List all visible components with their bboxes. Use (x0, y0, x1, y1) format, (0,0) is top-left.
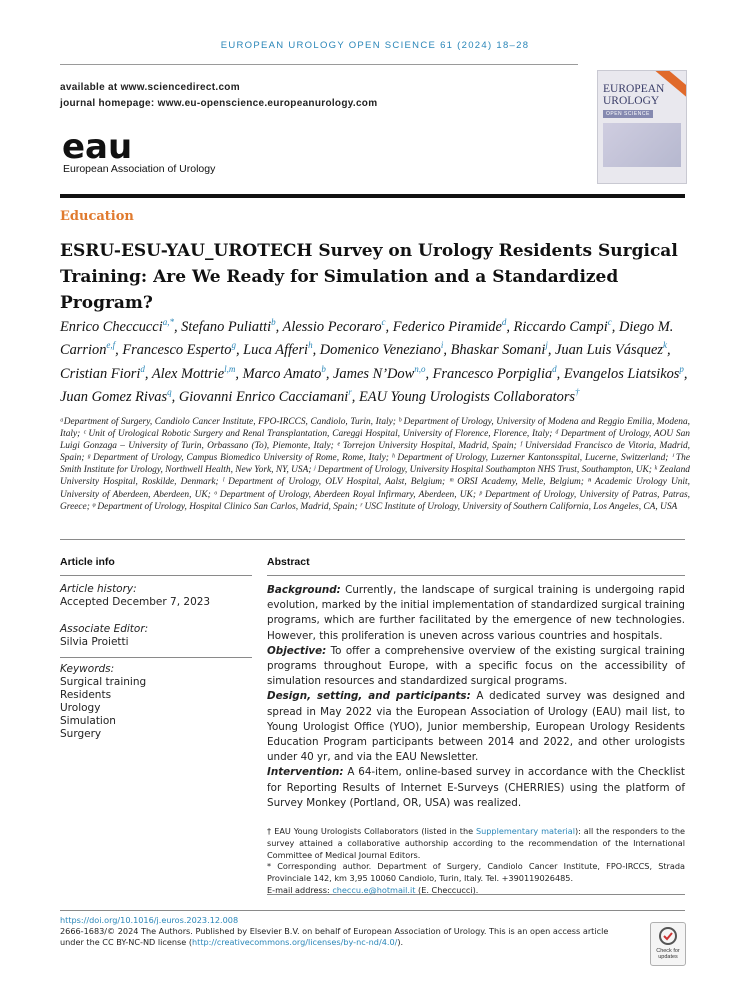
author (359, 389, 580, 405)
bottom-rule (60, 910, 685, 911)
eau-logo-text: European Association of Urology (63, 163, 216, 175)
history-label: Article history: (60, 583, 137, 595)
author (563, 363, 688, 382)
abstract-objective (267, 644, 685, 690)
eau-logo-icon (62, 130, 142, 164)
author-name: Enrico Checcucci (60, 318, 163, 335)
author-affiliation-ref[interactable]: r (348, 387, 352, 398)
author (179, 389, 359, 405)
author-separator: , (385, 318, 393, 335)
author-separator: , (351, 388, 359, 405)
check-for-updates-badge[interactable] (650, 922, 686, 966)
author-affiliation-ref[interactable]: e,f (106, 340, 116, 351)
author (333, 363, 433, 382)
author (122, 342, 243, 358)
author-affiliation-ref[interactable]: d (552, 363, 557, 374)
author-separator: , (425, 365, 433, 382)
author-list (60, 313, 700, 407)
author-name: Francesco Porpiglia (432, 365, 553, 382)
keyword: Simulation (60, 715, 116, 727)
corresponding-author: * Corresponding author. Department of Surgery, Candiolo Cancer Institute, FPO-IRCCS, Strada Provinciale 142, km 3,95 10060 Candiolo, Turin, Italy. Tel. +390119026485. (267, 861, 685, 884)
affiliations: ᵃDepartment of Surgery, Candiolo Cancer Institute, FPO-IRCCS, Candiolo, Turin, Italy; ᵇ Department of Urology, University of Modena and Reggio Emilia, Modena, Italy; ᶜ Unit of Urological Robotic Surgery and Renal Transplantation, Careggi Hospital, University of Florence, Florence, Italy; ᵈ Department of Urology, AOU San Luigi Gonzaga – University of Turin, Orbassano (To), Piemonte, Italy; ᵉ Torrejon University Hospital, Madrid, Spain; ᶠ Universidad Francisco de Vitoria, Madrid, Spain; ᵍ Department of Urology, Campus Biomedico University of Rome, Rome, Italy; ʰ Department of Urology, Luzerner Kantonsspital, Lucerne, Switzerland; ⁱ The Smith Institute for Urology, Northwell Health, New York, NY, USA; ʲ Department of Urology, University Hospital Southampton NHS Trust, Southampton, UK; ᵏ Zealand University Hospital, Roskilde, Denmark; ˡ Department of Urology, OLV Hospital, Aalst, Belgium; ᵐ ORSI Academy, Melle, Belgium; ⁿ Academic Urology Unit, University of Aberdeen, Aberdeen, UK; ᵒ Department of Urology, Aberdeen Royal Infirmary, Aberdeen, UK; ᵖ Department of Urology, University of Patras, Patras, Greece; ᵠ Department of Urology, Hospital Clinico San Carlos, Madrid, Spain; ʳ USC Institute of Urology, University of Southern California, Los Angeles, CA, USA (60, 417, 690, 512)
collaborators-footnote: † EAU Young Urologists Collaborators (listed in the Supplementary material): all the responders to the survey attained a collaborative authorship according to the recommendation of the International Committee of Medical Journal Editors. (267, 826, 685, 860)
author (514, 319, 619, 335)
author-affiliation-ref[interactable]: b (321, 363, 326, 374)
author-separator: , (506, 318, 514, 335)
author-separator: , (611, 318, 619, 335)
author-name: James N’Dow (333, 365, 415, 382)
abstract-background (267, 583, 685, 644)
author-separator: , (235, 365, 243, 382)
article-info-rule (60, 575, 252, 576)
author (283, 319, 393, 335)
keywords-block (60, 663, 146, 741)
license-line: under the CC BY-NC-ND license (http://creativecommons.org/licenses/by-nc-nd/4.0/). (60, 936, 404, 947)
author (181, 319, 282, 335)
available-at[interactable]: available at www.sciencedirect.com (60, 82, 240, 93)
author (242, 363, 334, 382)
email-line: E-mail address: checcu.e@hotmail.it (E. Checcucci). (267, 884, 479, 895)
supplementary-link[interactable]: Supplementary material (475, 826, 576, 836)
footnotes (267, 826, 685, 897)
journal-header: EUROPEAN UROLOGY OPEN SCIENCE 61 (2024) 18–28 (220, 40, 530, 51)
footnote-rule (267, 894, 685, 895)
update-icon (658, 926, 678, 946)
cover-subtitle: OPEN SCIENCE (603, 110, 653, 118)
article-title: ESRU-ESU-YAU_UROTECH Survey on Urology Residents Surgical Training: Are We Ready for Simulation and a Standardized Program? (60, 241, 678, 313)
author-separator: , (171, 388, 179, 405)
doi-link[interactable]: https://doi.org/10.1016/j.euros.2023.12.008 (60, 915, 239, 925)
author (432, 363, 564, 382)
bottom-info (60, 915, 640, 947)
abstract-body (267, 583, 685, 811)
author-affiliation-ref[interactable]: j (545, 340, 548, 351)
keywords-rule (60, 657, 252, 658)
author-name: Juan Gomez Rivas (60, 388, 168, 405)
author-affiliation-ref[interactable]: c (607, 317, 612, 327)
author-name: Federico Piramide (392, 318, 502, 335)
abstract-heading: Abstract (267, 556, 310, 568)
author-name: Alessio Pecoraro (282, 318, 382, 335)
author-affiliation-ref[interactable]: g (231, 340, 236, 351)
author-separator: , (235, 342, 244, 359)
author-separator: , (144, 365, 152, 382)
author-name: Riccardo Campi (513, 318, 608, 335)
author-name: Diego M. Carrion (60, 318, 674, 359)
author-affiliation-ref[interactable]: † (575, 387, 580, 398)
author-affiliation-ref[interactable]: n,o (414, 363, 426, 374)
abstract-label: Intervention: (267, 766, 344, 779)
keyword: Residents (60, 689, 112, 701)
abstract-label: Background: (267, 584, 341, 596)
author-affiliation-ref[interactable]: d (501, 317, 507, 327)
keywords-label: Keywords: (60, 663, 115, 675)
abstract-text: A 64-item, online-based survey in accordance with the Checklist for Reporting Results of Internet E-Surveys (CHERRIES) using the platform of Survey Monkey (Portland, OR, USA) was realized. (267, 766, 685, 809)
editor-value: Silvia Proietti (60, 636, 129, 648)
eau-logo-mark: eau (62, 130, 133, 164)
license-link[interactable]: http://creativecommons.org/licenses/by-nc-nd/4.0/ (192, 936, 398, 947)
author-name: Luca Afferi (243, 342, 309, 359)
abstract-text: Currently, the landscape of surgical training is undergoing rapid evolution, marked by the initial implementation of standardized surgical training programs, which are further facilitated by the emergence of new technologies. However, this proliferation is uneven across various countries and hospitals. (267, 584, 685, 642)
author-name: EAU Young Urologists Collaborators (359, 388, 576, 405)
divider (60, 539, 685, 540)
author-affiliation-ref[interactable]: i (440, 340, 444, 351)
author-name: Stefano Puliatti (181, 318, 272, 335)
abstract-design (267, 689, 685, 765)
author (320, 342, 451, 358)
article-info-heading: Article info (60, 556, 115, 568)
author-separator: , (312, 342, 320, 359)
author-separator: , (115, 342, 123, 359)
article-history (60, 583, 210, 609)
associate-editor (60, 623, 148, 649)
header-rule (60, 64, 578, 65)
author (243, 342, 320, 358)
editor-label: Associate Editor: (60, 623, 149, 635)
author (60, 389, 179, 405)
email-link[interactable]: checcu.e@hotmail.it (332, 884, 416, 895)
author (60, 319, 181, 335)
author (60, 363, 152, 382)
author-separator: , (325, 365, 334, 382)
keyword: Urology (60, 702, 101, 714)
author-name: Juan Luis Vásquez (555, 342, 663, 359)
author-name: Bhaskar Somani (450, 342, 546, 359)
author-separator: , (666, 342, 671, 359)
author-separator: , (275, 318, 283, 335)
section-label: Education (60, 209, 134, 224)
abstract-label: Design, setting, and participants: (267, 690, 471, 703)
author-affiliation-ref[interactable]: d (140, 363, 145, 374)
header-thick-rule (60, 194, 685, 198)
abstract-text: To offer a comprehensive overview of the existing surgical training programs throughout Europe, with a specific focus on the accessibility of simulation resources and standardized surgical programs. (267, 644, 685, 688)
author-affiliation-ref[interactable]: q (167, 387, 172, 398)
author-name: Giovanni Enrico Cacciamani (178, 388, 349, 405)
cover-image (603, 123, 681, 167)
author-name: Cristian Fiori (60, 365, 141, 382)
author-affiliation-ref[interactable]: b (271, 317, 276, 327)
author-affiliation-ref[interactable]: h (308, 340, 313, 351)
keyword: Surgery (60, 728, 102, 740)
availability-block (60, 80, 377, 112)
cover-title (603, 83, 664, 107)
author-affiliation-ref[interactable]: p (679, 363, 684, 374)
author-separator: , (173, 318, 182, 335)
author-name: Francesco Esperto (122, 342, 232, 359)
author-affiliation-ref[interactable]: k (662, 340, 667, 351)
author-affiliation-ref[interactable]: a,* (162, 317, 174, 327)
author-affiliation-ref[interactable]: l,m (224, 363, 236, 374)
author-name: Domenico Veneziano (319, 342, 441, 359)
author (555, 342, 671, 358)
badge-label: Check for updates (656, 948, 680, 960)
author-name: Evangelos Liatsikos (563, 365, 680, 382)
author-separator: , (683, 365, 688, 382)
author (393, 319, 514, 335)
abstract-label: Objective: (267, 644, 327, 657)
author-separator: , (547, 342, 556, 359)
author (151, 363, 243, 382)
abstract-intervention (267, 765, 685, 811)
keyword: Surgical training (60, 676, 147, 688)
abstract-text: A dedicated survey was designed and spread in May 2022 via the European Association of Urology (EAU) mail list, to Young Urologist Office (YUO), Junior membership, European Urology Residents Education Program participants between 2014 and 2022, and other urologists under 40 yr, and via the EAU Newsletter. (267, 690, 686, 764)
author-affiliation-ref[interactable]: c (381, 317, 386, 327)
author-name: Marco Amato (242, 365, 322, 382)
abstract-rule (267, 575, 685, 576)
author (451, 342, 555, 358)
cover-title-line2: UROLOGY (603, 95, 660, 107)
author-separator: , (556, 365, 564, 382)
cover-title-line1: EUROPEAN (603, 83, 665, 95)
history-value: Accepted December 7, 2023 (60, 596, 211, 608)
author-separator: , (443, 342, 451, 359)
journal-homepage[interactable]: journal homepage: www.eu-openscience.europeanurology.com (60, 98, 378, 109)
author-name: Alex Mottrie (151, 365, 225, 382)
copyright: 2666-1683/© 2024 The Authors. Published by Elsevier B.V. on behalf of European Association of Urology. This is an open access article (60, 925, 609, 936)
journal-cover[interactable] (597, 70, 687, 184)
